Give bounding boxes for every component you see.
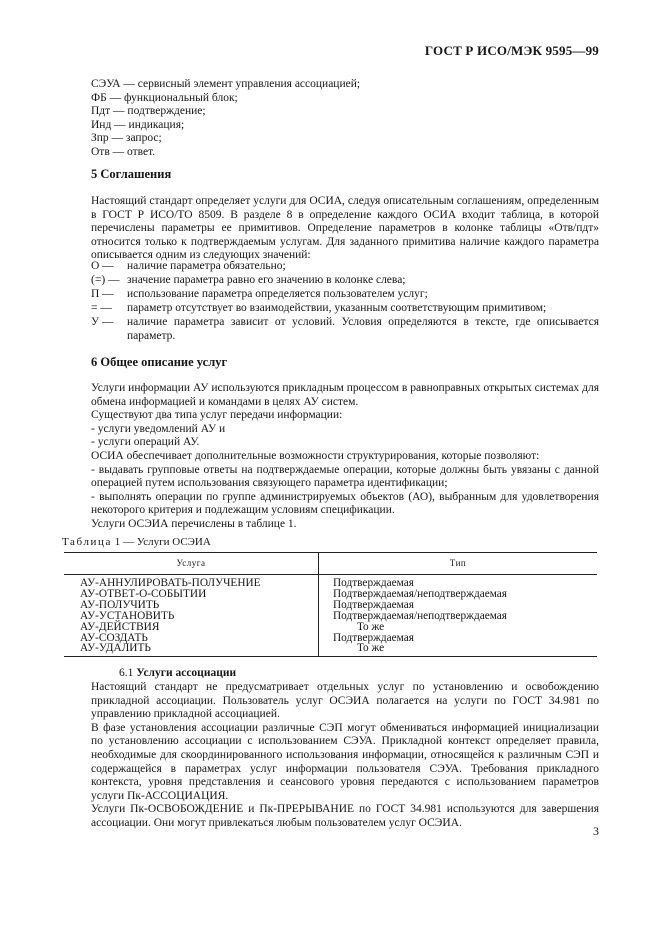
section-5-body <box>91 195 599 263</box>
section-6-list-item: - услуги операций АУ. <box>91 436 200 449</box>
table-cell-service: АУ-СОЗДАТЬ <box>64 633 319 644</box>
table-row <box>64 575 597 589</box>
page-number: 3 <box>593 824 599 838</box>
table-cell-service: АУ-АННУЛИРОВАТЬ-ПОЛУЧЕНИЕ <box>64 575 319 589</box>
subsection-6-1-heading <box>119 667 236 681</box>
section-6-paragraph: ОСИА обеспечивает дополнительные возможности структурирования, которые позволяют: <box>91 449 540 462</box>
abbreviation-item: СЭУА — сервисный элемент управления ассоциацией; <box>91 78 361 90</box>
section-6-paragraph: Существуют два типа услуг передачи информации: <box>91 409 343 422</box>
table-header-service: Услуга <box>64 553 319 575</box>
legend-key: О — <box>91 260 114 272</box>
table-cell-type: То же <box>357 620 385 633</box>
section-6-list-item: - выдавать групповые ответы на подтверждаемые операции, которые должны быть увязаны с данной операцией путем использования связующего параметра идентификации; <box>91 463 599 490</box>
abbreviation-item: Отв — ответ. <box>91 145 156 158</box>
legend-key: У — <box>91 316 114 328</box>
legend-key: П — <box>91 288 114 300</box>
legend-text: параметр отсутствует во взаимодействии, указанным соответствующим примитивом; <box>127 302 547 314</box>
table-cell-service: АУ-ОТВЕТ-О-СОБЫТИИ <box>64 589 319 600</box>
subsection-paragraph: В фазе установления ассоциации различные СЭП могут обмениваться информацией инициализации по установлению ассоциации с использованием СЭУА. Прикладной контекст определяет правила, необходимые для скоординированного использования информации, относящейся к различным СЭП и содержащейся в параметрах услуг информации пользователя СЭУА. Требования прикладного контекста, уровня представления и сеансового уровня передаются с использованием параметров услуги Пк-АССОЦИАЦИЯ. <box>91 721 599 802</box>
section-6-title: 6 Общее описание услуг <box>91 355 228 369</box>
table-cell-service: АУ-ПОЛУЧИТЬ <box>64 600 319 611</box>
subsection-number: 6.1 <box>119 667 134 679</box>
legend-text: значение параметра равно его значению в колонке слева; <box>127 274 406 286</box>
standard-header: ГОСТ Р ИСО/МЭК 9595—99 <box>424 43 599 58</box>
subsection-paragraph: Настоящий стандарт не предусматривает отдельных услуг по установлению и освобождению прикладной ассоциации. Пользователь услуг ОСЭИА полагается на услуги по ГОСТ 34.981 по управлению прикладной ассоциацией. <box>91 681 599 721</box>
table-row <box>64 622 597 633</box>
table-cell-type: Подтверждаемая/неподтверждаемая <box>333 609 508 622</box>
abbreviation-item: Пдт — подтверждение; <box>91 105 206 118</box>
table-cell-type: Подтверждаемая <box>333 598 414 611</box>
legend-text: наличие параметра зависит от условий. Условия определяются в тексте, где описывается параметр. <box>127 316 599 342</box>
section-6-list-item: - выполнять операции по группе администрируемых объектов (АО), выбранным для удовлетворения некоторого критерия и подлежащим условиям спецификации. <box>91 490 599 517</box>
table-cell-type: Подтверждаемая/неподтверждаемая <box>333 587 508 600</box>
table-caption-title: 1 — Услуги ОСЭИА <box>112 536 211 548</box>
table-caption <box>62 536 211 550</box>
table-cell-type: Подтверждаемая <box>333 631 414 644</box>
table-header-type: Тип <box>319 553 598 575</box>
legend-text: наличие параметра обязательно; <box>127 260 286 272</box>
table-caption-prefix: Таблица <box>62 536 112 548</box>
legend-text: использование параметра определяется пользователем услуг; <box>127 288 428 300</box>
legend-key: = — <box>91 302 112 314</box>
section-5-paragraph: Настоящий стандарт определяет услуги для ОСИА, следуя описательным соглашениям, определенным в ГОСТ Р ИСО/ТО 8509. В разделе 8 в определение каждого ОСИА входит таблица, в которой перечислены параметры ее примитивов. Определение параметров в колонке таблицы «Отв/пдт» относится только к подтверждаемым услугам. Для заданного примитива наличие каждого параметра описывается одним из следующих значений: <box>91 195 599 262</box>
abbreviation-list <box>91 78 360 160</box>
table-cell-type: То же <box>319 643 598 656</box>
table-cell-service: АУ-ДЕЙСТВИЯ <box>64 622 319 633</box>
section-5-title: 5 Соглашения <box>91 167 172 181</box>
table-row <box>64 643 597 656</box>
table-cell-service: АУ-УСТАНОВИТЬ <box>64 611 319 622</box>
legend-key: (=) — <box>91 274 120 286</box>
table-cell-service: АУ-УДАЛИТЬ <box>64 643 319 656</box>
section-6-paragraph: Услуги информации АУ используются прикладным процессом в равноправных открытых системах для обмена информацией и командами в целях АУ систем. <box>91 382 599 408</box>
section-6-paragraph: Услуги ОСЭИА перечислены в таблице 1. <box>91 517 297 530</box>
table-header-row <box>64 553 597 575</box>
services-table <box>64 552 597 657</box>
abbreviation-item: ФБ — функциональный блок; <box>91 91 238 104</box>
section-6-list-item: - услуги уведомлений АУ и <box>91 422 226 435</box>
abbreviation-item: Зпр — запрос; <box>91 132 162 145</box>
abbreviation-item: Инд — индикация; <box>91 118 185 131</box>
table-cell-type: Подтверждаемая <box>333 577 414 589</box>
subsection-paragraph: Услуги Пк-ОСВОБОЖДЕНИЕ и Пк-ПРЕРЫВАНИЕ по ГОСТ 34.981 используются для завершения ассоциации. Они могут привлекаться любым пользователем услуг ОСЭИА. <box>91 803 599 829</box>
subsection-6-1-body <box>91 681 599 831</box>
table-row <box>64 611 597 622</box>
section-6-body <box>91 382 599 532</box>
subsection-title: Услуги ассоциации <box>136 667 237 679</box>
